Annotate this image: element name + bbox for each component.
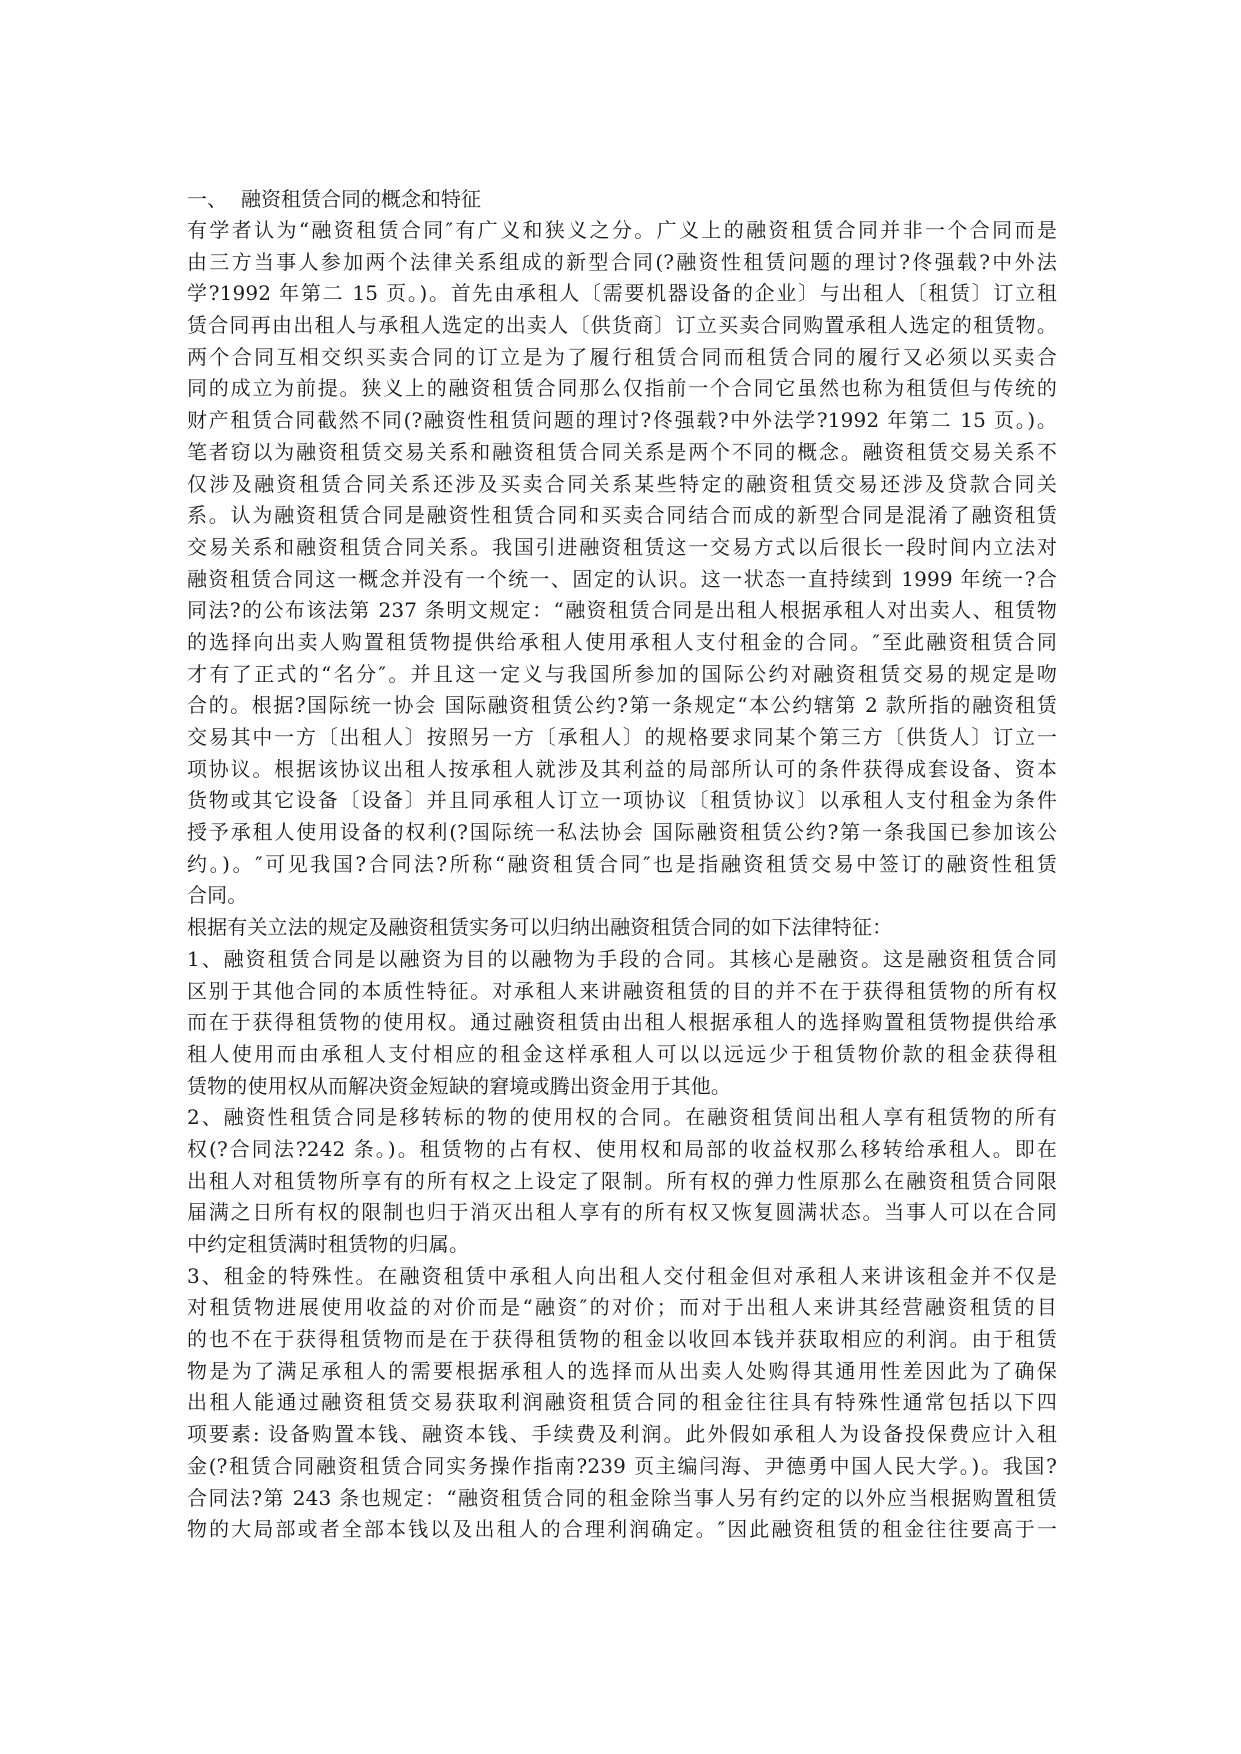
text-line: 学?1992 年第二 15 页。)。首先由承租人〔需要机器设备的企业〕与出租人〔租赁〕订立租 <box>187 281 1057 306</box>
section-number: 一、 <box>187 187 227 211</box>
text-line: 赁合同再由出租人与承租人选定的出卖人〔供货商〕订立买卖合同购置承租人选定的租赁物。 <box>187 313 1057 338</box>
text-line: 2、融资性租赁合同是移转标的物的使用权的合同。在融资租赁间出租人享有租赁物的所有 <box>187 1105 1057 1130</box>
text-line: 出租人能通过融资租赁交易获取利润融资租赁合同的租金往往具有特殊性通常包括以下四 <box>187 1390 1057 1415</box>
text-line: 权(?合同法?242 条。)。租赁物的占有权、使用权和局部的收益权那么移转给承租人。即在 <box>187 1136 1057 1161</box>
text-line: 出租人对租赁物所享有的所有权之上设定了限制。所有权的弹力性原那么在融资租赁合同限 <box>187 1168 1057 1193</box>
document-body <box>187 215 1057 1546</box>
text-line: 项协议。根据该协议出租人按承租人就涉及其利益的局部所认可的条件获得成套设备、资本 <box>187 756 1057 781</box>
text-line: 物是为了满足承租人的需要根据承租人的选择而从出卖人处购得其通用性差因此为了确保 <box>187 1358 1057 1383</box>
document-page <box>187 183 1057 1546</box>
text-line: 租人使用而由承租人支付相应的租金这样承租人可以以远远少于租赁物价款的租金获得租 <box>187 1041 1057 1066</box>
text-line: 合的。根据?国际统一协会 国际融资租赁公约?第一条规定“本公约辖第 2 款所指的融资租赁 <box>187 693 1057 718</box>
text-line: 的也不在于获得租赁物而是在于获得租赁物的租金以收回本钱并获取相应的利润。由于租赁 <box>187 1327 1057 1352</box>
text-line: 赁物的使用权从而解决资金短缺的窘境或腾出资金用于其他。 <box>187 1073 732 1098</box>
text-line: 由三方当事人参加两个法律关系组成的新型合同(?融资性租赁问题的理讨?佟强载?中外法 <box>187 249 1057 274</box>
text-line: 对租赁物进展使用收益的对价而是“融资″的对价；而对于出租人来讲其经营融资租赁的目 <box>187 1295 1057 1320</box>
text-line: 的选择向出卖人购置租赁物提供给承租人使用承租人支付租金的合同。″至此融资租赁合同 <box>187 629 1057 654</box>
text-line: 两个合同互相交织买卖合同的订立是为了履行租赁合同而租赁合同的履行又必须以买卖合 <box>187 344 1057 369</box>
text-line: 区别于其他合同的本质性特征。对承租人来讲融资租赁的目的并不在于获得租赁物的所有权 <box>187 978 1057 1003</box>
text-line: 系。认为融资租赁合同是融资性租赁合同和买卖合同结合而成的新型合同是混淆了融资租赁 <box>187 503 1057 528</box>
text-line: 而在于获得租赁物的使用权。通过融资租赁由出租人根据承租人的选择购置租赁物提供给承 <box>187 1010 1057 1035</box>
text-line: 项要素: 设备购置本钱、融资本钱、手续费及利润。此外假如承租人为设备投保费应计入租 <box>187 1422 1057 1447</box>
text-line: 1、融资租赁合同是以融资为目的以融物为手段的合同。其核心是融资。这是融资租赁合同 <box>187 946 1057 971</box>
text-line: 有学者认为“融资租赁合同″有广义和狭义之分。广义上的融资租赁合同并非一个合同而是 <box>187 218 1057 242</box>
section-heading <box>187 183 1057 215</box>
text-line: 合同。 <box>187 883 248 908</box>
text-line: 财产租赁合同截然不同(?融资性租赁问题的理讨?佟强载?中外法学?1992 年第二 15 页。)。 <box>187 408 1057 433</box>
text-line: 3、租金的特殊性。在融资租赁中承租人向出租人交付租金但对承租人来讲该租金并不仅是 <box>187 1263 1057 1288</box>
text-line: 交易其中一方〔出租人〕按照另一方〔承租人〕的规格要求同某个第三方〔供货人〕订立一 <box>187 725 1057 749</box>
text-line: 交易关系和融资租赁合同关系。我国引进融资租赁这一交易方式以后很长一段时间内立法对 <box>187 534 1057 559</box>
text-line: 合同法?第 243 条也规定：“融资租赁合同的租金除当事人另有约定的以外应当根据购置租赁 <box>187 1485 1057 1510</box>
text-line: 仅涉及融资租赁合同关系还涉及买卖合同关系某些特定的融资租赁交易还涉及贷款合同关 <box>187 471 1057 496</box>
text-line: 笔者窃以为融资租赁交易关系和融资租赁合同关系是两个不同的概念。融资租赁交易关系不 <box>187 439 1057 464</box>
text-line: 同的成立为前提。狭义上的融资租赁合同那么仅指前一个合同它虽然也称为租赁但与传统的 <box>187 376 1057 401</box>
text-line: 中约定租赁满时租赁物的归属。 <box>187 1232 470 1256</box>
text-line: 金(?租赁合同融资租赁合同实务操作指南?239 页主编闫海、尹德勇中国人民大学。)。我国? <box>187 1453 1057 1478</box>
text-line: 同法?的公布该法第 237 条明文规定：“融资租赁合同是出租人根据承租人对出卖人、租赁物 <box>187 598 1057 623</box>
text-line: 融资租赁合同这一概念并没有一个统一、固定的认识。这一状态一直持续到 1999 年统一?合 <box>187 566 1057 591</box>
text-line: 届满之日所有权的限制也归于消灭出租人享有的所有权又恢复圆满状态。当事人可以在合同 <box>187 1200 1057 1225</box>
text-line: 约。)。″可见我国?合同法?所称“融资租赁合同″也是指融资租赁交易中签订的融资性租赁 <box>187 851 1057 876</box>
section-title: 融资租赁合同的概念和特征 <box>241 187 481 211</box>
text-line: 货物或其它设备〔设备〕并且同承租人订立一项协议〔租赁协议〕以承租人支付租金为条件 <box>187 788 1057 813</box>
text-line: 才有了正式的“名分″。并且这一定义与我国所参加的国际公约对融资租赁交易的规定是吻 <box>187 661 1057 686</box>
text-line: 根据有关立法的规定及融资租赁实务可以归纳出融资租赁合同的如下法律特征： <box>187 915 893 940</box>
text-line: 物的大局部或者全部本钱以及出租人的合理利润确定。″因此融资租赁的租金往往要高于一 <box>187 1517 1057 1542</box>
text-line: 授予承租人使用设备的权利(?国际统一私法协会 国际融资租赁公约?第一条我国已参加该公 <box>187 820 1057 845</box>
